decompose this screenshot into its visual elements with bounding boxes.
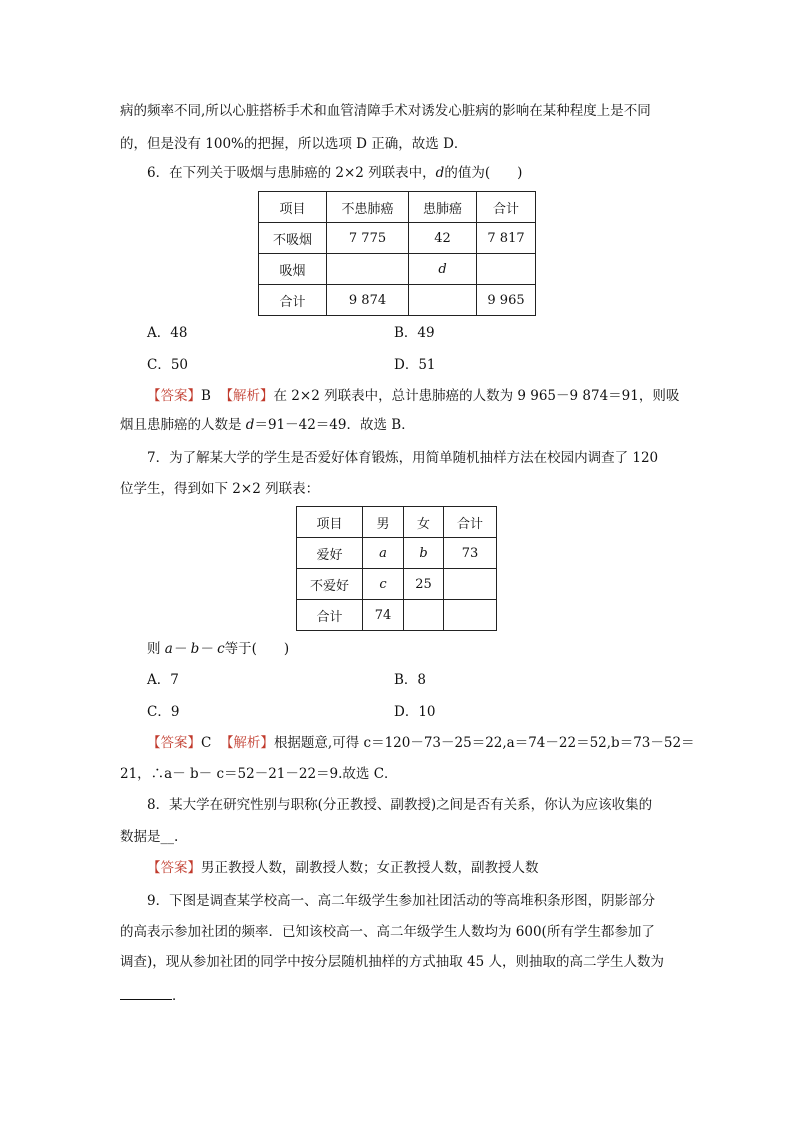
table-row: [297, 538, 497, 569]
q7-stem-line-1: 7．为了解某大学的学生是否爱好体育锻炼，用简单随机抽样方法在校园内调查了 120: [147, 450, 659, 466]
answer-value: B: [201, 388, 211, 404]
table-cell: 42: [409, 223, 477, 254]
table-header-cell: 项目: [259, 192, 327, 223]
table-cell: [409, 285, 477, 316]
q6-stem-after: 的值为( ): [444, 165, 523, 181]
table-cell: 9 874: [327, 285, 409, 316]
q6-stem-before: 6．在下列关于吸烟与患肺癌的 2×2 列联表中，: [147, 165, 436, 181]
table-header-cell: 男: [363, 507, 404, 538]
q6-option-c: C．50: [147, 357, 189, 373]
q9-stem-end: ．: [172, 988, 186, 1004]
q9-stem-line-4: [120, 985, 186, 1006]
table-cell: 73: [444, 538, 497, 569]
q7-analysis-line-2: 21，∴a－ b－ c＝52－21－22＝9.故选 C．: [120, 766, 398, 782]
table-cell: 7 817: [477, 223, 536, 254]
q8-answer: [147, 858, 539, 878]
q6-answer: [147, 386, 679, 406]
q7-option-d: D．10: [394, 704, 436, 720]
table-cell: 合计: [259, 285, 327, 316]
table-cell: [444, 600, 497, 631]
table-cell: b: [404, 538, 444, 569]
table-row: [259, 254, 536, 285]
q9-stem-line-1: 9．下图是调查某学校高一、高二年级学生参加社团活动的等高堆积条形图，阴影部分: [147, 893, 656, 909]
q7-question-expr: a－ b－ c: [164, 641, 225, 657]
table-cell: 9 965: [477, 285, 536, 316]
analysis-text: 根据题意,可得 c＝120－73－25＝22,a＝74－22＝52,b＝73－52＝: [273, 735, 695, 751]
q9-stem-line-2: 的高表示参加社团的频率．已知该校高一、高二年级学生人数均为 600(所有学生都参加了: [120, 924, 655, 940]
table-cell: [327, 254, 409, 285]
answer-tag: 【答案】: [147, 388, 201, 404]
table-cell: [444, 569, 497, 600]
answer-text: 男正教授人数，副教授人数；女正教授人数，副教授人数: [201, 860, 539, 876]
table-cell: [477, 254, 536, 285]
table-row: [297, 507, 497, 538]
q9-stem-line-3: 调查)，现从参加社团的同学中按分层随机抽样的方式抽取 45 人，则抽取的高二学生人数为: [120, 954, 665, 970]
table-row: [297, 600, 497, 631]
table-row: [259, 285, 536, 316]
table-row: [297, 569, 497, 600]
table-row: [259, 223, 536, 254]
analysis-tag: 【解析】: [219, 735, 274, 751]
table-header-cell: 合计: [444, 507, 497, 538]
answer-blank: [120, 985, 172, 1000]
table-cell: 7 775: [327, 223, 409, 254]
table-cell: 不吸烟: [259, 223, 327, 254]
analysis-text: 在 2×2 列联表中，总计患肺癌的人数为 9 965－9 874＝91，则吸: [273, 388, 680, 404]
q7-option-c: C．9: [147, 704, 180, 720]
intro-line-1: 病的频率不同,所以心脏搭桥手术和血管清障手术对诱发心脏病的影响在某种程度上是不同: [120, 103, 651, 119]
answer-tag: 【答案】: [147, 735, 201, 751]
q7-question-suffix: 等于( ): [224, 641, 290, 657]
q7-option-b: B．8: [394, 672, 427, 688]
table-cell: d: [409, 254, 477, 285]
table-cell: 25: [404, 569, 444, 600]
table-cell: a: [363, 538, 404, 569]
q6-table: [258, 191, 536, 316]
table-cell: 合计: [297, 600, 363, 631]
q8-stem-line-2: 数据是__.: [120, 829, 179, 845]
table-cell: [404, 600, 444, 631]
intro-line-2: 的，但是没有 100%的把握，所以选项 D 正确，故选 D．: [120, 136, 468, 152]
table-header-cell: 不患肺癌: [327, 192, 409, 223]
q6-stem-var: d: [435, 165, 445, 181]
table-header-cell: 患肺癌: [409, 192, 477, 223]
q7-question: [147, 639, 289, 659]
q6-option-a: A．48: [147, 325, 188, 341]
answer-tag: 【答案】: [147, 860, 201, 876]
q7-question-prefix: 则: [147, 641, 165, 657]
table-header-cell: 项目: [297, 507, 363, 538]
analysis-text: 烟且患肺癌的人数是: [120, 417, 246, 433]
table-header-cell: 女: [404, 507, 444, 538]
q7-stem-line-2: 位学生，得到如下 2×2 列联表：: [120, 481, 320, 497]
q6-stem: [147, 163, 522, 183]
table-cell: 不爱好: [297, 569, 363, 600]
q6-analysis-line-2: [120, 415, 415, 435]
table-row: [259, 192, 536, 223]
table-header-cell: 合计: [477, 192, 536, 223]
q6-option-d: D．51: [394, 357, 436, 373]
table-cell: c: [363, 569, 404, 600]
answer-value: C: [201, 735, 212, 751]
q6-option-b: B．49: [394, 325, 435, 341]
q7-answer: [147, 733, 695, 753]
table-cell: 74: [363, 600, 404, 631]
table-cell: 吸烟: [259, 254, 327, 285]
q7-option-a: A．7: [147, 672, 179, 688]
analysis-text: ＝91－42＝49．故选 B．: [254, 417, 415, 433]
analysis-var: d: [245, 417, 255, 433]
q8-stem-line-1: 8．某大学在研究性别与职称(分正教授、副教授)之间是否有关系，你认为应该收集的: [147, 797, 653, 813]
q7-table: [296, 506, 497, 631]
analysis-tag: 【解析】: [219, 388, 274, 404]
table-cell: 爱好: [297, 538, 363, 569]
